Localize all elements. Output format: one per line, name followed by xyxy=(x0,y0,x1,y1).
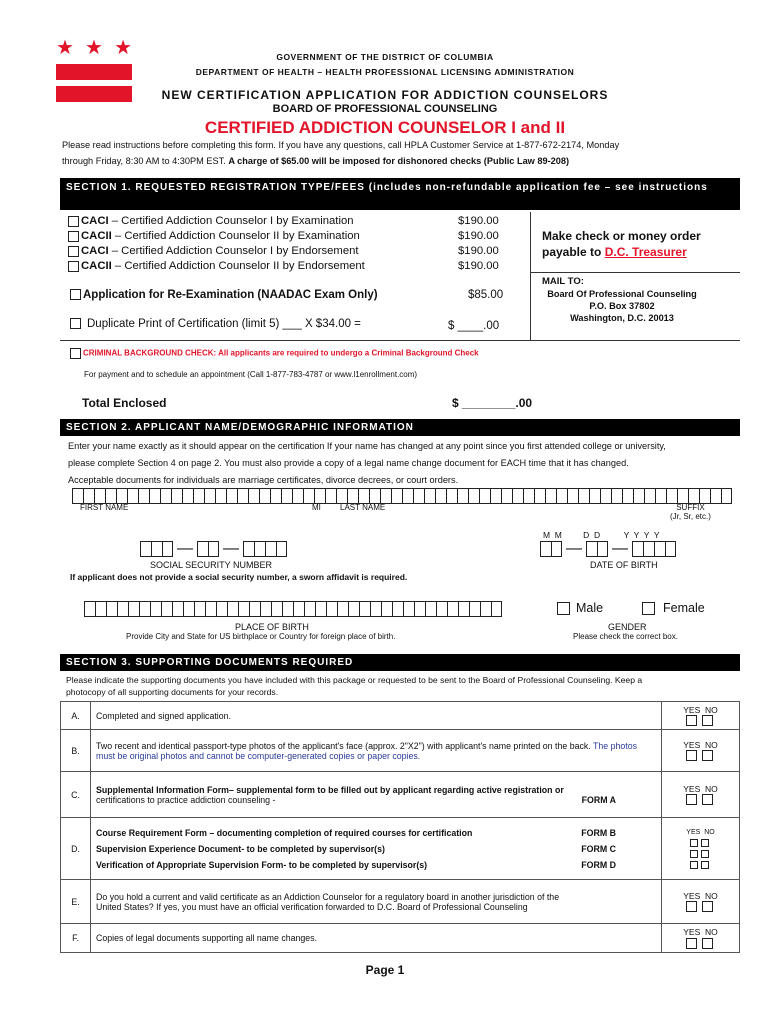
reg-item-2: CACII – Certified Addiction Counselor II by Examination $190.00 xyxy=(68,229,528,244)
char-box[interactable] xyxy=(655,488,666,504)
char-box[interactable] xyxy=(447,601,458,617)
char-box[interactable] xyxy=(600,488,611,504)
char-box[interactable] xyxy=(358,488,369,504)
criminal-check: CRIMINAL BACKGROUND CHECK: All applicants are required to undergo a Criminal Background Check xyxy=(70,348,479,359)
char-box[interactable] xyxy=(282,601,293,617)
table-row: C. Supplemental Information Form– supplemental form to be filled out by applicant regarding active registration or certifications to practice addiction counseling - FORM A YES NO xyxy=(61,772,740,818)
pob-label: PLACE OF BIRTH xyxy=(235,622,309,632)
char-box[interactable] xyxy=(556,488,567,504)
char-box[interactable] xyxy=(540,541,551,557)
char-box[interactable] xyxy=(402,488,413,504)
char-box[interactable] xyxy=(249,601,260,617)
check-payable: Make check or money order payable to D.C. Treasurer xyxy=(542,229,701,259)
char-box[interactable] xyxy=(160,488,171,504)
reg-item-1: CACI – Certified Addiction Counselor I by Examination $190.00 xyxy=(68,214,528,229)
char-box[interactable] xyxy=(315,601,326,617)
char-box[interactable] xyxy=(424,488,435,504)
table-row: A. Completed and signed application. YES NO xyxy=(61,702,740,730)
section3-intro: Please indicate the supporting documents you have included with this package or requested to be sent to the Board of Professional Counseling. Keep a photocopy of all supporting documents for your records. xyxy=(66,675,643,697)
char-box[interactable] xyxy=(414,601,425,617)
dob-label: DATE OF BIRTH xyxy=(590,560,658,570)
char-box[interactable] xyxy=(413,488,424,504)
mail-to: MAIL TO: xyxy=(542,276,584,287)
board-title: BOARD OF PROFESSIONAL COUNSELING xyxy=(272,103,498,115)
char-box[interactable] xyxy=(149,488,160,504)
char-box[interactable] xyxy=(105,488,116,504)
char-box[interactable] xyxy=(551,541,562,557)
char-box[interactable] xyxy=(127,488,138,504)
checkbox[interactable] xyxy=(70,318,81,329)
pob-note: Provide City and State for US birthplace or Country for foreign place of birth. xyxy=(126,632,396,641)
dob-format: M M D D Y Y Y Y xyxy=(543,530,660,540)
ssn-label: SOCIAL SECURITY NUMBER xyxy=(150,560,273,570)
total-label: Total Enclosed xyxy=(82,396,167,410)
char-box[interactable] xyxy=(370,601,381,617)
char-box[interactable] xyxy=(523,488,534,504)
char-box[interactable] xyxy=(215,488,226,504)
char-box[interactable] xyxy=(710,488,721,504)
char-box[interactable] xyxy=(139,601,150,617)
registration-types xyxy=(68,214,528,274)
char-box[interactable] xyxy=(271,601,282,617)
char-box[interactable] xyxy=(677,488,688,504)
table-row: B. Two recent and identical passport-type photos of the applicant's face (approx. 2"X2") with applicant's name printed on the back. The photos must be original photos and cannot be computer-generated copies or paper copies. YES NO xyxy=(61,730,740,772)
char-box[interactable] xyxy=(611,488,622,504)
char-box[interactable] xyxy=(117,601,128,617)
char-box[interactable] xyxy=(208,541,219,557)
page-number: Page 1 xyxy=(365,963,405,977)
intro-line-2: through Friday, 8:30 AM to 4:30PM EST. A charge of $65.00 will be imposed for dishonored checks (Public Law 89-208) xyxy=(62,156,570,166)
char-box[interactable] xyxy=(171,488,182,504)
name-boxes[interactable] xyxy=(72,488,732,504)
gender-note: Please check the correct box. xyxy=(573,632,678,641)
char-box[interactable] xyxy=(586,541,597,557)
char-box[interactable] xyxy=(72,488,83,504)
char-box[interactable] xyxy=(276,541,287,557)
char-box[interactable] xyxy=(469,601,480,617)
char-box[interactable] xyxy=(237,488,248,504)
char-box[interactable] xyxy=(337,601,348,617)
table-row: E. Do you hold a current and valid certificate as an Addiction Counselor for a regulatory board in another jurisdiction of the United States? If yes, you must have an official verification forwarded to D.C. Board of Professional Counseling YES NO xyxy=(61,880,740,924)
char-box[interactable] xyxy=(490,488,501,504)
char-box[interactable] xyxy=(622,488,633,504)
char-box[interactable] xyxy=(162,541,173,557)
checkbox[interactable] xyxy=(68,261,79,272)
char-box[interactable] xyxy=(480,601,491,617)
reg-item-4: CACII – Certified Addiction Counselor II by Endorsement $190.00 xyxy=(68,259,528,274)
reexam-fee: $85.00 xyxy=(468,289,504,301)
char-box[interactable] xyxy=(227,601,238,617)
char-box[interactable] xyxy=(292,488,303,504)
char-box[interactable] xyxy=(501,488,512,504)
section1-header: SECTION 1. REQUESTED REGISTRATION TYPE/FEES (includes non-refundable application fee – see instructions xyxy=(60,178,740,210)
dob-field[interactable]: — — xyxy=(540,540,676,558)
char-box[interactable] xyxy=(138,488,149,504)
char-box[interactable] xyxy=(140,541,151,557)
char-box[interactable] xyxy=(666,488,677,504)
char-box[interactable] xyxy=(479,488,490,504)
char-box[interactable] xyxy=(643,541,654,557)
gov-title: GOVERNMENT OF THE DISTRICT OF COLUMBIA xyxy=(276,52,494,62)
first-name-label: FIRST NAME xyxy=(80,503,129,512)
char-box[interactable] xyxy=(534,488,545,504)
char-box[interactable] xyxy=(347,488,358,504)
form-title: NEW CERTIFICATION APPLICATION FOR ADDICTION COUNSELORS xyxy=(161,88,609,102)
char-box[interactable] xyxy=(392,601,403,617)
char-box[interactable] xyxy=(204,488,215,504)
main-title: CERTIFIED ADDICTION COUNSELOR I and II xyxy=(204,118,566,137)
char-box[interactable] xyxy=(226,488,237,504)
documents-table xyxy=(60,701,740,953)
dc-flag-logo: ★ ★ ★ xyxy=(56,38,132,102)
table-row: D. Course Requirement Form – documenting completion of required courses for certification FORM B Supervision Experience Document- to be completed by supervisor(s) FORM C Verification of Appropriate Supervision Form- to be completed by supervisor(s) FORM D YES NO xyxy=(61,818,740,880)
ssn-note: If applicant does not provide a social security number, a sworn affidavit is required. xyxy=(70,572,408,582)
female-option[interactable]: Female xyxy=(642,601,705,615)
char-box[interactable] xyxy=(95,601,106,617)
char-box[interactable] xyxy=(128,601,139,617)
char-box[interactable] xyxy=(205,601,216,617)
char-box[interactable] xyxy=(425,601,436,617)
char-box[interactable] xyxy=(633,488,644,504)
char-box[interactable] xyxy=(84,601,95,617)
intro-line-1: Please read instructions before completing this form. If you have any questions, call HPLA Customer Service at 1-877-672-2174, Monday xyxy=(62,140,620,150)
char-box[interactable] xyxy=(83,488,94,504)
char-box[interactable] xyxy=(632,541,643,557)
char-box[interactable] xyxy=(265,541,276,557)
ssn-field[interactable]: — — xyxy=(140,540,287,558)
char-box[interactable] xyxy=(380,488,391,504)
reg-item-3: CACI – Certified Addiction Counselor I by Endorsement $190.00 xyxy=(68,244,528,259)
reexam-item: Application for Re-Examination (NAADAC Exam Only) xyxy=(70,289,378,301)
char-box[interactable] xyxy=(468,488,479,504)
char-box[interactable] xyxy=(260,601,271,617)
char-box[interactable] xyxy=(116,488,127,504)
char-box[interactable] xyxy=(326,601,337,617)
char-box[interactable] xyxy=(348,601,359,617)
char-box[interactable] xyxy=(491,601,502,617)
char-box[interactable] xyxy=(688,488,699,504)
total-amount: $ ________.00 xyxy=(452,396,533,410)
checkbox[interactable] xyxy=(68,246,79,257)
char-box[interactable] xyxy=(106,601,117,617)
male-option[interactable]: Male xyxy=(557,601,603,615)
char-box[interactable] xyxy=(512,488,523,504)
char-box[interactable] xyxy=(381,601,392,617)
char-box[interactable] xyxy=(457,488,468,504)
char-box[interactable] xyxy=(336,488,347,504)
char-box[interactable] xyxy=(314,488,325,504)
char-box[interactable] xyxy=(238,601,249,617)
char-box[interactable] xyxy=(151,541,162,557)
char-box[interactable] xyxy=(665,541,676,557)
char-box[interactable] xyxy=(597,541,608,557)
payment-note: For payment and to schedule an appointment (Call 1-877-783-4787 or www.l1enrollment.com) xyxy=(84,370,418,379)
duplicate-item: Duplicate Print of Certification (limit 5) ___ X $34.00 = xyxy=(70,318,361,330)
char-box[interactable] xyxy=(150,601,161,617)
char-box[interactable] xyxy=(293,601,304,617)
char-box[interactable] xyxy=(172,601,183,617)
char-box[interactable] xyxy=(216,601,227,617)
char-box[interactable] xyxy=(589,488,600,504)
char-box[interactable] xyxy=(193,488,204,504)
last-name-label: LAST NAME xyxy=(340,503,386,512)
char-box[interactable] xyxy=(194,601,205,617)
char-box[interactable] xyxy=(578,488,589,504)
mail-address: Board Of Professional Counseling P.O. Box 37802 Washington, D.C. 20013 xyxy=(547,289,697,323)
char-box[interactable] xyxy=(567,488,578,504)
char-box[interactable] xyxy=(243,541,254,557)
char-box[interactable] xyxy=(161,601,172,617)
suffix-label: SUFFIX (Jr, Sr, etc.) xyxy=(670,503,711,521)
char-box[interactable] xyxy=(436,601,447,617)
gender-label: GENDER xyxy=(608,622,647,632)
section3-header: SECTION 3. SUPPORTING DOCUMENTS REQUIRED xyxy=(60,654,740,671)
char-box[interactable] xyxy=(644,488,655,504)
char-box[interactable] xyxy=(359,601,370,617)
char-box[interactable] xyxy=(281,488,292,504)
duplicate-fee: $ ____.00 xyxy=(448,320,500,332)
char-box[interactable] xyxy=(325,488,336,504)
section2-intro: Enter your name exactly as it should appear on the certification If your name has changed at any point since you first attended college or university, please complete Section 4 on page 2. You must also provide a copy of a legal name change document for EACH time that it has changed. Acceptable documents for individuals are marriage certificates, divorce decrees, or court orders. xyxy=(68,441,666,485)
char-box[interactable] xyxy=(94,488,105,504)
table-row: F. Copies of legal documents supporting all name changes. YES NO xyxy=(61,924,740,952)
char-box[interactable] xyxy=(259,488,270,504)
char-box[interactable] xyxy=(403,601,414,617)
mi-label: MI xyxy=(312,503,321,512)
char-box[interactable] xyxy=(254,541,265,557)
char-box[interactable] xyxy=(197,541,208,557)
char-box[interactable] xyxy=(248,488,259,504)
char-box[interactable] xyxy=(270,488,281,504)
checkbox[interactable] xyxy=(68,231,79,242)
char-box[interactable] xyxy=(183,601,194,617)
char-box[interactable] xyxy=(182,488,193,504)
char-box[interactable] xyxy=(369,488,380,504)
char-box[interactable] xyxy=(721,488,732,504)
char-box[interactable] xyxy=(303,488,314,504)
checkbox[interactable] xyxy=(70,348,81,359)
char-box[interactable] xyxy=(304,601,315,617)
pob-boxes[interactable] xyxy=(84,601,502,617)
section2-header: SECTION 2. APPLICANT NAME/DEMOGRAPHIC INFORMATION xyxy=(60,419,740,436)
char-box[interactable] xyxy=(458,601,469,617)
char-box[interactable] xyxy=(654,541,665,557)
char-box[interactable] xyxy=(391,488,402,504)
char-box[interactable] xyxy=(435,488,446,504)
char-box[interactable] xyxy=(446,488,457,504)
checkbox[interactable] xyxy=(68,216,79,227)
char-box[interactable] xyxy=(699,488,710,504)
checkbox[interactable] xyxy=(70,289,81,300)
char-box[interactable] xyxy=(545,488,556,504)
dept-title: DEPARTMENT OF HEALTH – HEALTH PROFESSIONAL LICENSING ADMINISTRATION xyxy=(195,67,575,77)
